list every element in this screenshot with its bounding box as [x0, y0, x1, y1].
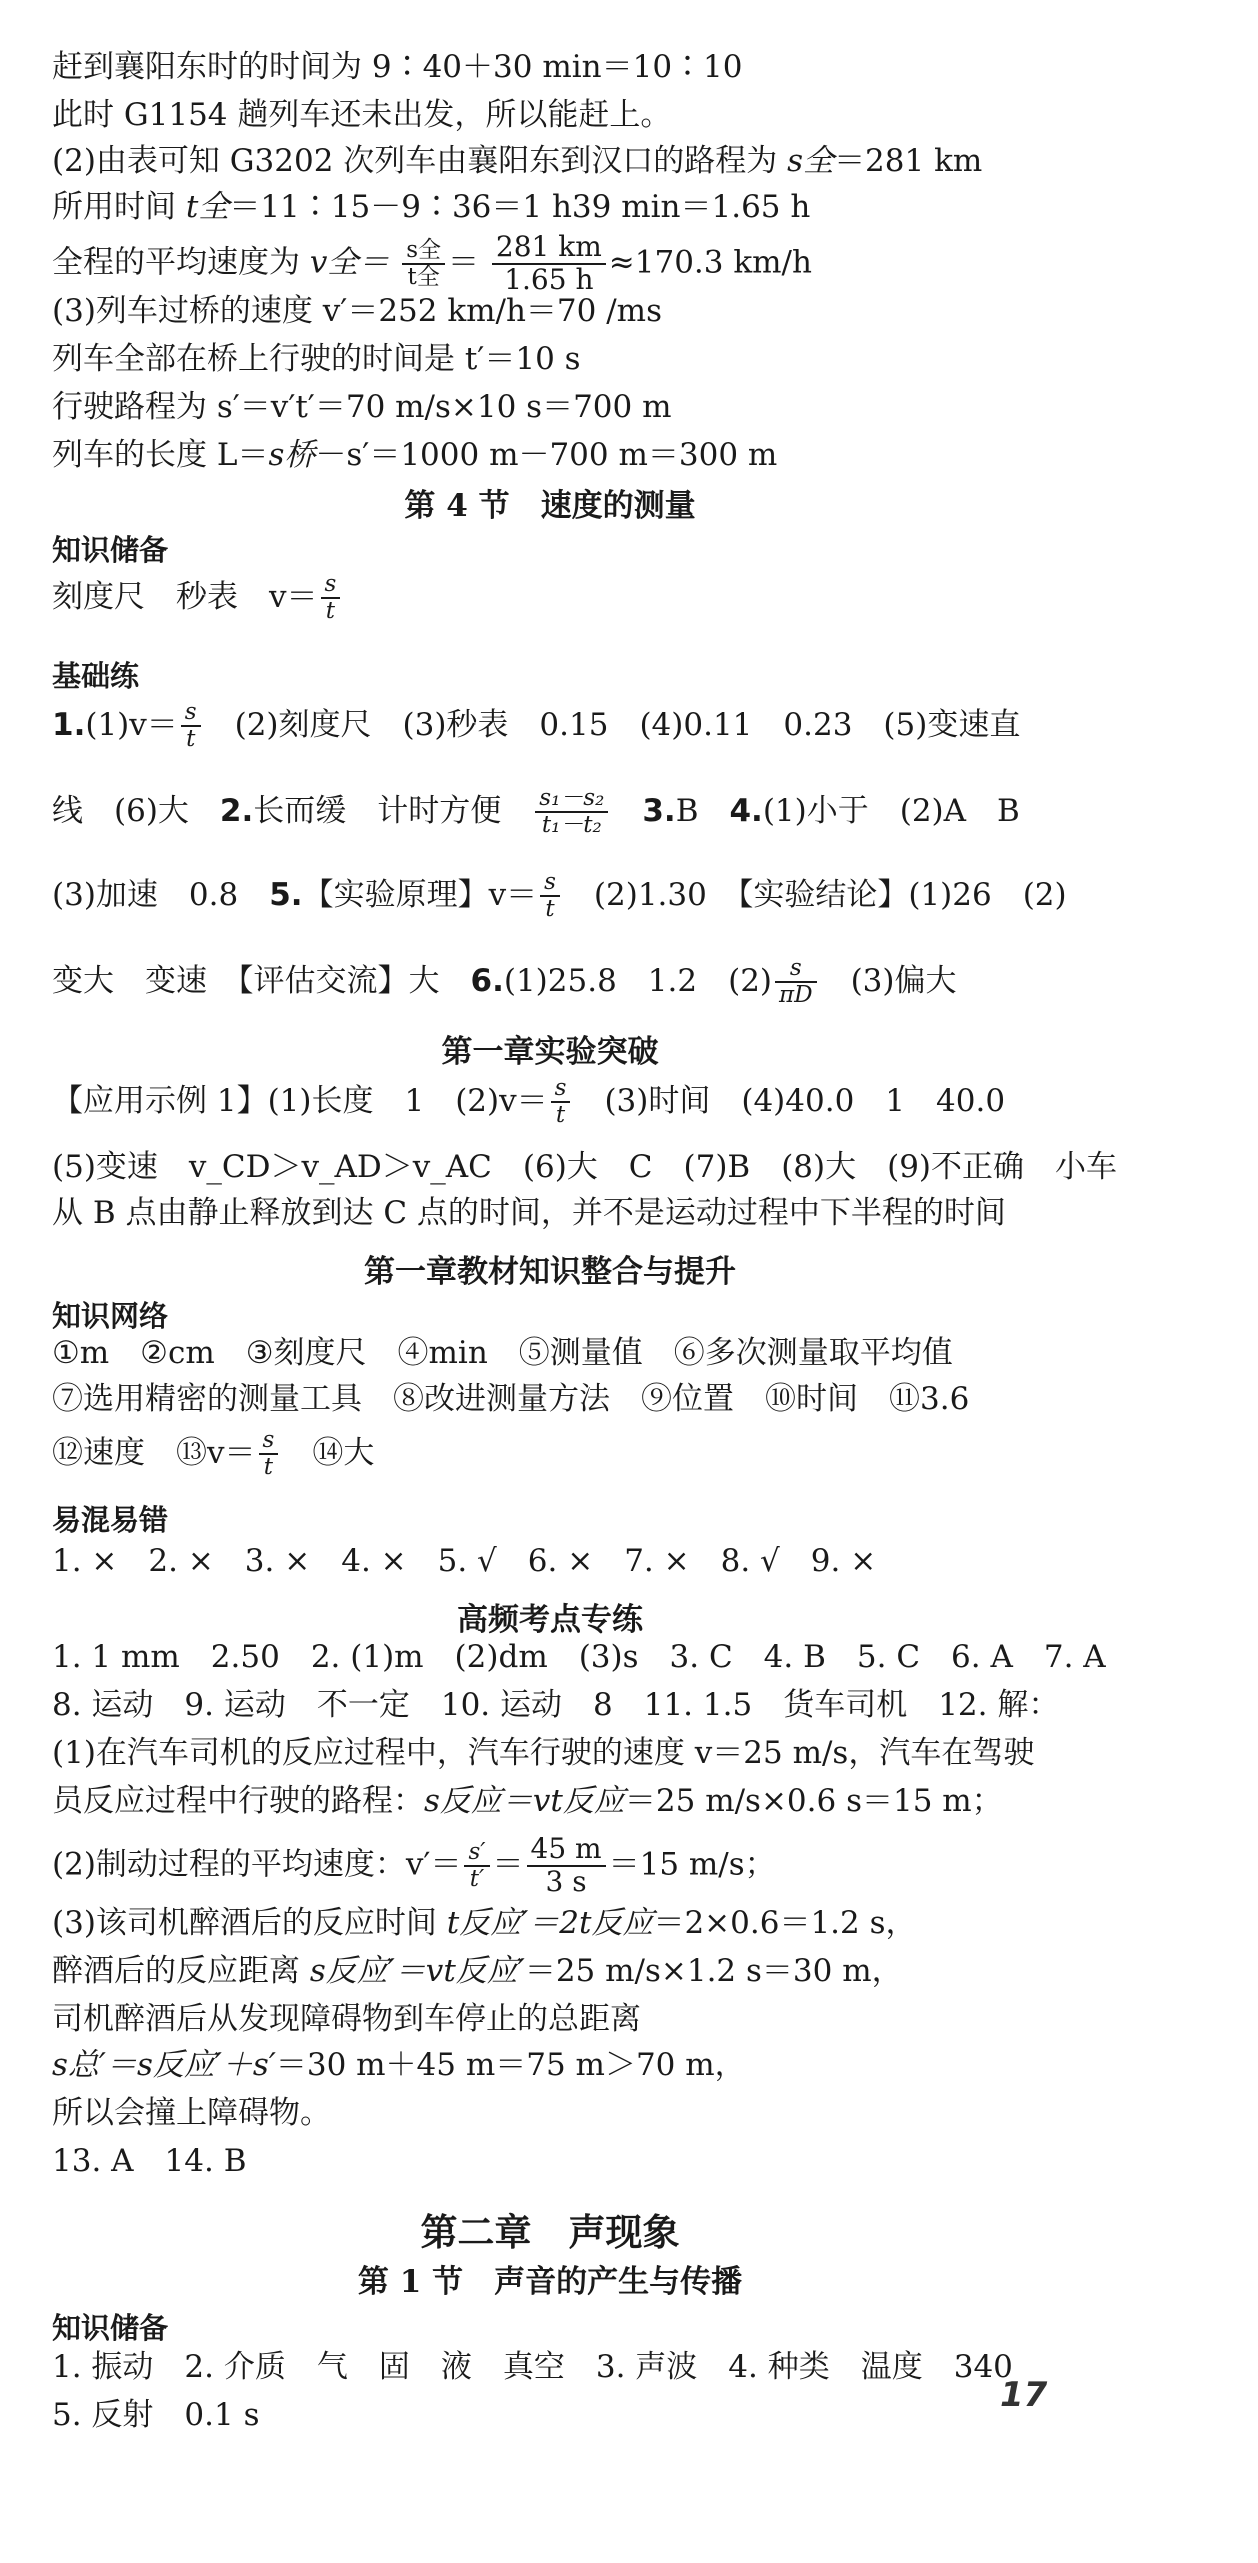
answer-line: 13. A 14. B: [52, 2143, 247, 2179]
text-line: 行驶路程为 s′＝v′t′＝70 m/s×10 s＝700 m: [52, 389, 672, 425]
section-heading: 第 4 节 速度的测量: [404, 488, 696, 524]
text-line: 所用时间 t全＝11∶15－9∶36＝1 h39 min＝1.65 h: [52, 189, 811, 225]
answer-line: 变大 变速 【评估交流】大 6.(1)25.8 1.2 (2) $\frac{s}{\pi D}$ (3)偏大: [52, 955, 957, 1009]
subsection-label: 知识储备: [52, 533, 169, 567]
page-number: 17: [1000, 2375, 1048, 2415]
subsection-label: 知识网络: [52, 1299, 169, 1333]
chapter-heading: 第二章 声现象: [420, 2210, 680, 2254]
answer-line: (3)该司机醉酒后的反应时间 t反应′＝2t反应＝2×0.6＝1.2 s，: [52, 1905, 917, 1941]
answer-line: 所以会撞上障碍物。: [52, 2095, 331, 2131]
answer-line: 醉酒后的反应距离 s反应′＝vt反应′＝25 m/s×1.2 s＝30 m，: [52, 1953, 903, 1989]
formula-line: (2)制动过程的平均速度：v′＝ $\frac{s'}{t'}$ ＝ $\frac{45 m}{3 s}$ ＝15 m/s；: [52, 1832, 776, 1898]
subsection-label: 易混易错: [52, 1503, 169, 1537]
text-line: (2)由表可知 G3202 次列车由襄阳东到汉口的路程为 s全＝281 km: [52, 143, 983, 179]
answer-line: 线 (6)大 2.长而缓 计时方便 $\frac{\text{s₁－s₂}}{\text{t₁－t₂}}$ 3.B 4.(1)小于 (2)A B: [52, 785, 1020, 839]
subsection-label: 知识储备: [52, 2311, 169, 2345]
formula-line: 刻度尺 秒表 v＝ $\frac{s}{t}$: [52, 572, 343, 625]
answer-line: 从 B 点由静止释放到达 C 点的时间，并不是运动过程中下半程的时间: [52, 1195, 1006, 1231]
answer-line: (5)变速 v_CD＞v_AD＞v_AC (6)大 C (7)B (8)大 (9)不正确 小车: [52, 1149, 1118, 1185]
formula-line: 全程的平均速度为 v全＝ s全 t全 ＝ $\frac{281 km}{1.65 h}$ ≈170.3 km/h: [52, 230, 812, 296]
text-line: 此时 G1154 趟列车还未出发，所以能赶上。: [52, 97, 672, 133]
answer-line: 5. 反射 0.1 s: [52, 2397, 260, 2433]
answer-line: 1. × 2. × 3. × 4. × 5. √ 6. × 7. × 8. √ 9. ×: [52, 1543, 877, 1579]
answer-line: 1. 振动 2. 介质 气 固 液 真空 3. 声波 4. 种类 温度 340: [52, 2349, 1013, 2385]
text-line: (3)列车过桥的速度 v′＝252 km/h＝70 /ms: [52, 293, 662, 329]
answer-line: 【应用示例 1】(1)长度 1 (2)v＝ $\frac{s}{t}$ (3)时间 (4)40.0 1 40.0: [52, 1075, 1006, 1129]
section-heading: 第一章实验突破: [441, 1034, 659, 1070]
section-heading: 第一章教材知识整合与提升: [364, 1254, 736, 1290]
formula-line: ⑫速度 ⑬v＝ $\frac{s}{t}$ ⑭大: [52, 1427, 375, 1481]
text-line: 列车的长度 L＝s桥－s′＝1000 m－700 m＝300 m: [52, 437, 778, 473]
answer-line: ①m ②cm ③刻度尺 ④min ⑤测量值 ⑥多次测量取平均值: [52, 1335, 953, 1371]
answer-line: 1. 1 mm 2.50 2. (1)m (2)dm (3)s 3. C 4. B 5. C 6. A 7. A: [52, 1639, 1106, 1675]
text-line: 列车全部在桥上行驶的时间是 t′＝10 s: [52, 341, 581, 377]
subsection-label: 基础练: [52, 659, 140, 693]
answer-line: 8. 运动 9. 运动 不一定 10. 运动 8 11. 1.5 货车司机 12. 解：: [52, 1687, 1060, 1723]
answer-line: 司机醉酒后从发现障碍物到车停止的总距离: [52, 2001, 641, 2037]
answer-line: 1.(1)v＝ $\frac{s}{t}$ (2)刻度尺 (3)秒表 0.15 (4)0.11 0.23 (5)变速直: [52, 699, 1021, 753]
answer-line: (1)在汽车司机的反应过程中，汽车行驶的速度 v＝25 m/s，汽车在驾驶: [52, 1735, 1035, 1771]
section-heading: 高频考点专练: [457, 1602, 643, 1638]
answer-line: ⑦选用精密的测量工具 ⑧改进测量方法 ⑨位置 ⑩时间 ⑪3.6: [52, 1381, 970, 1417]
text-line: 赶到襄阳东时的时间为 9∶40＋30 min＝10∶10: [52, 49, 743, 85]
answer-line: (3)加速 0.8 5.【实验原理】v＝ $\frac{s}{t}$ (2)1.30 【实验结论】(1)26 (2): [52, 869, 1067, 923]
answer-line: 员反应过程中行驶的路程：s反应＝vt反应＝25 m/s×0.6 s＝15 m；: [52, 1783, 1003, 1819]
answer-line: s总′＝s反应′＋s′＝30 m＋45 m＝75 m＞70 m，: [52, 2047, 746, 2083]
section-heading: 第 1 节 声音的产生与传播: [357, 2264, 743, 2300]
